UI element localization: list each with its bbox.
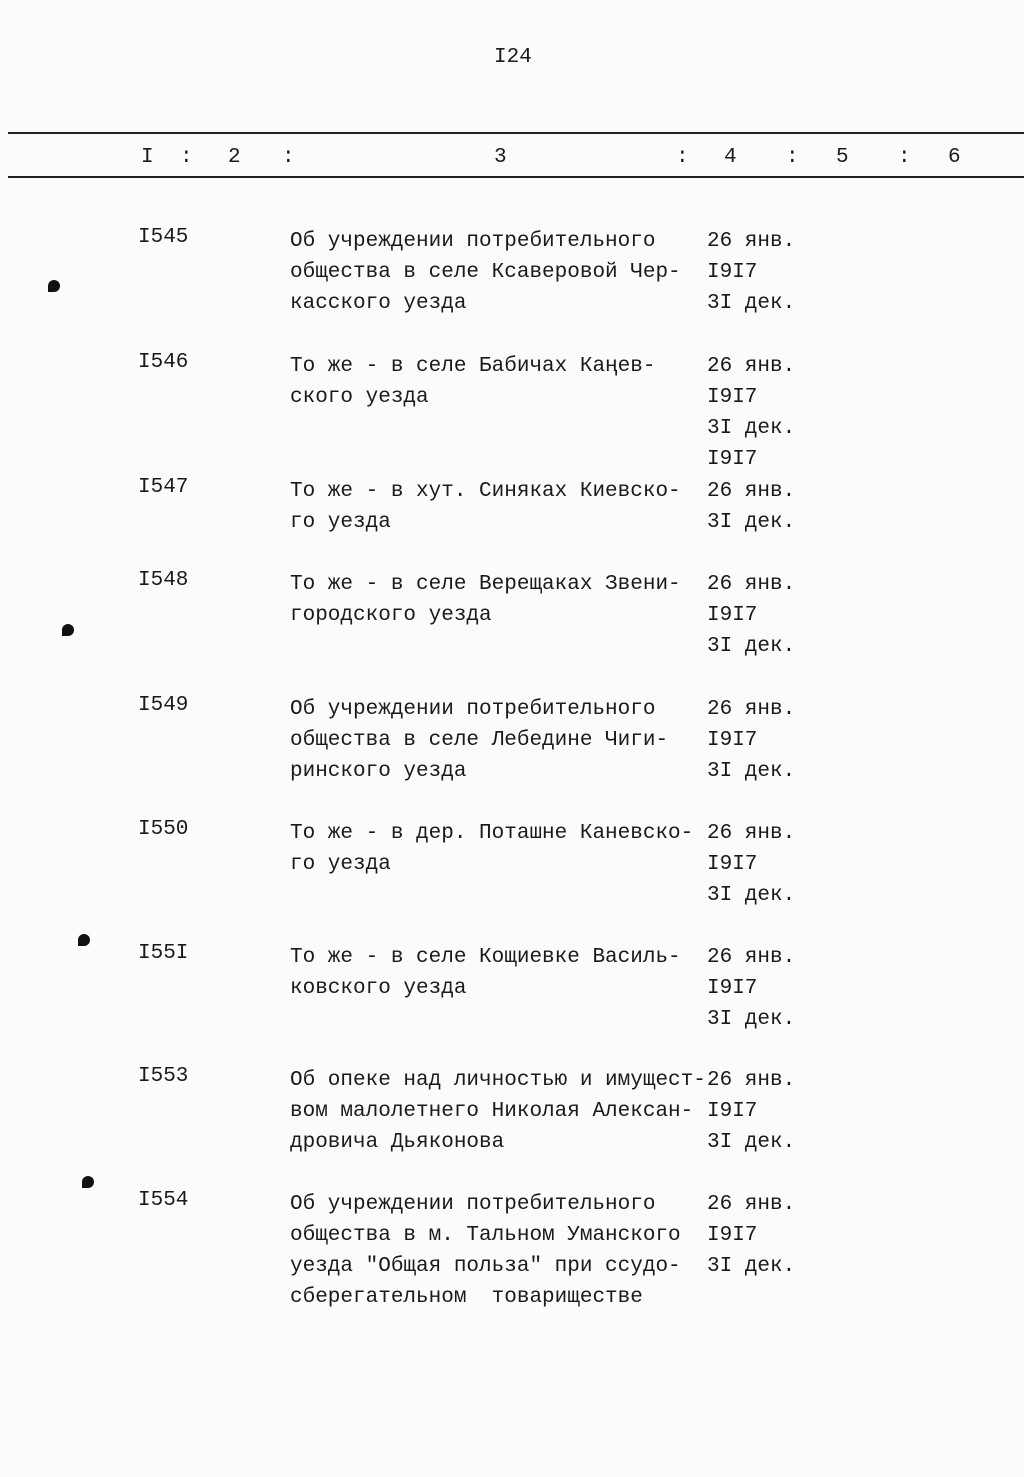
sep: :: [282, 146, 295, 169]
description-line: Об учреждении потребительного: [290, 698, 656, 721]
sep: :: [898, 146, 911, 169]
sep: :: [676, 146, 689, 169]
entry-description: [290, 818, 693, 880]
description-line: уезда "Общая польза" при ссудо-: [290, 1255, 681, 1278]
date-line: I9I7: [707, 448, 758, 471]
col-3: 3: [494, 146, 507, 169]
entry-number: I546: [138, 351, 189, 374]
sep: :: [786, 146, 799, 169]
col-6: 6: [948, 146, 961, 169]
date-line: 26 янв.: [707, 480, 796, 503]
description-line: То же - в хут. Синяках Киевско-: [290, 480, 681, 503]
date-line: 26 янв.: [707, 355, 796, 378]
description-line: То же - в селе Бабичах Каңев-: [290, 355, 656, 378]
description-line: ковского уезда: [290, 977, 467, 1000]
date-line: I9I7: [707, 1100, 758, 1123]
entry-dates: [707, 942, 795, 1035]
date-line: 3I дек.: [707, 417, 796, 440]
date-line: 3I дек.: [707, 760, 796, 783]
entry-dates: [707, 694, 795, 787]
description-line: вом малолетнего Николая Алексан-: [290, 1100, 694, 1123]
top-rule: [8, 132, 1024, 134]
entry-description: [290, 226, 681, 319]
date-line: 26 янв.: [707, 1193, 796, 1216]
date-line: I9I7: [707, 261, 758, 284]
date-line: 3I дек.: [707, 1008, 796, 1031]
date-line: I9I7: [707, 729, 758, 752]
entry-dates: [707, 476, 795, 538]
col-4: 4: [724, 146, 737, 169]
date-line: 3I дек.: [707, 884, 796, 907]
date-line: 26 янв.: [707, 946, 796, 969]
date-line: I9I7: [707, 853, 758, 876]
date-line: I9I7: [707, 977, 758, 1000]
description-line: городского уезда: [290, 604, 492, 627]
description-line: То же - в селе Верещаках Звени-: [290, 573, 681, 596]
binding-hole-mark: [62, 624, 74, 636]
date-line: I9I7: [707, 386, 758, 409]
entry-number: I548: [138, 569, 189, 592]
date-line: I9I7: [707, 1224, 758, 1247]
description-line: го уезда: [290, 853, 391, 876]
entry-description: [290, 351, 655, 413]
description-line: То же - в дер. Поташне Каневско-: [290, 822, 694, 845]
page-number: I24: [494, 46, 532, 69]
entry-description: [290, 942, 681, 1004]
date-line: 3I дек.: [707, 511, 796, 534]
date-line: 3I дек.: [707, 635, 796, 658]
entry-number: I547: [138, 476, 189, 499]
binding-hole-mark: [78, 934, 90, 946]
entry-number: I549: [138, 694, 189, 717]
description-line: го уезда: [290, 511, 391, 534]
entry-number: I554: [138, 1189, 189, 1212]
sep: :: [180, 146, 193, 169]
date-line: 3I дек.: [707, 1131, 796, 1154]
col-1: I: [141, 146, 154, 169]
entry-dates: [707, 569, 795, 662]
entry-number: I545: [138, 226, 189, 249]
entry-description: [290, 476, 681, 538]
entry-dates: [707, 226, 795, 319]
description-line: ринского уезда: [290, 760, 467, 783]
col-5: 5: [836, 146, 849, 169]
date-line: 26 янв.: [707, 698, 796, 721]
date-line: 3I дек.: [707, 292, 796, 315]
entry-description: [290, 569, 681, 631]
entry-dates: [707, 818, 795, 911]
entry-dates: [707, 351, 795, 475]
description-line: касского уезда: [290, 292, 467, 315]
header-rule: [8, 176, 1024, 178]
description-line: дровича Дьяконова: [290, 1131, 505, 1154]
entry-description: [290, 694, 668, 787]
description-line: Об учреждении потребительного: [290, 230, 656, 253]
description-line: сберегательном товариществе: [290, 1286, 643, 1309]
description-line: Об учреждении потребительного: [290, 1193, 656, 1216]
entry-dates: [707, 1189, 795, 1282]
entry-description: [290, 1065, 706, 1158]
entry-dates: [707, 1065, 795, 1158]
date-line: I9I7: [707, 604, 758, 627]
description-line: ского уезда: [290, 386, 429, 409]
binding-hole-mark: [82, 1176, 94, 1188]
date-line: 26 янв.: [707, 230, 796, 253]
date-line: 26 янв.: [707, 573, 796, 596]
date-line: 26 янв.: [707, 1069, 796, 1092]
entry-number: I553: [138, 1065, 189, 1088]
description-line: То же - в селе Кощиевке Василь-: [290, 946, 681, 969]
description-line: общества в м. Тальном Уманского: [290, 1224, 681, 1247]
entry-description: [290, 1189, 681, 1313]
entry-number: I550: [138, 818, 189, 841]
date-line: 26 янв.: [707, 822, 796, 845]
entry-number: I55I: [138, 942, 189, 965]
col-2: 2: [228, 146, 241, 169]
date-line: 3I дек.: [707, 1255, 796, 1278]
binding-hole-mark: [48, 280, 60, 292]
description-line: общества в селе Ксаверовой Чер-: [290, 261, 681, 284]
description-line: Об опеке над личностью и имущест-: [290, 1069, 706, 1092]
description-line: общества в селе Лебедине Чиги-: [290, 729, 669, 752]
